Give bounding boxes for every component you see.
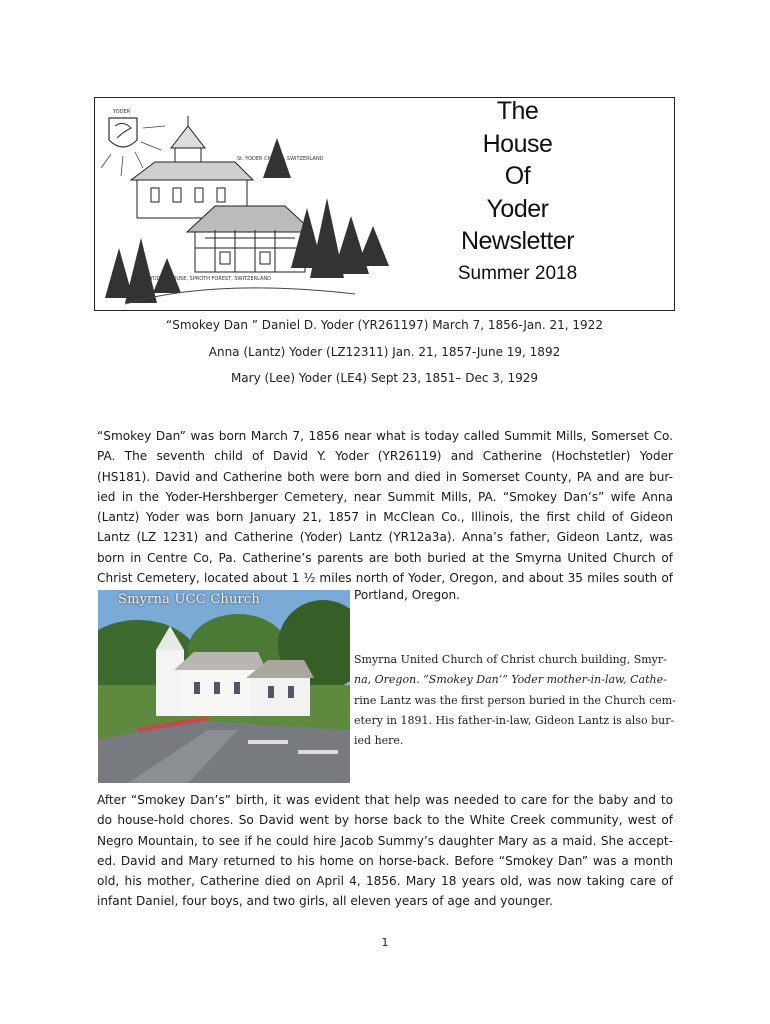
page-number: 1 [381,936,389,949]
caption-line: etery in 1891. His father-in-law, Gideon Lantz is also bur- [354,713,675,727]
body-paragraph-2 [97,790,673,912]
house-caption: The YODER HOUSE, SPROTH FOREST, SWITZERLAND [139,276,272,282]
text-line: Christ Cemetery, located about 1 ½ miles north of Yoder, Oregon, and about 35 miles south of [97,571,673,586]
photo-label: Smyrna UCC Church [118,592,260,607]
title-line: House [482,129,553,158]
name-line: Anna (Lantz) Yoder (LZ12311) Jan. 21, 1857-June 19, 1892 [208,345,561,359]
text-line: infant Daniel, four boys, and two girls, all eleven years of age and younger. [97,894,554,909]
title-line: The [496,97,539,125]
paragraph-1-tail: Portland, Oregon. [354,588,461,602]
text-line: old, his mother, Catherine died on April 4, 1856. Mary 18 years old, was now taking care of [97,874,673,889]
text-line: (Lantz) Yoder was born January 21, 1857 in McClean Co., Illinois, the first child of Gideon [97,510,673,525]
issue-date: Summer 2018 [457,262,578,284]
name-line: “Smokey Dan ” Daniel D. Yoder (YR261197) March 7, 1856-Jan. 21, 1922 [166,318,603,332]
caption-line: na, Oregon. “Smokey Dan’” Yoder mother-in-law, Cathe- [354,673,667,687]
text-line: do house-hold chores. So David went by horse back to the White Creek community, west of [97,813,673,828]
text-line: (HS181). David and Catherine both were born and died in Somerset County, PA and are bur- [97,469,673,484]
caption-line: ied here. [354,734,404,748]
name-line: Mary (Lee) Yoder (LE4) Sept 23, 1851– Dec 3, 1929 [230,371,539,385]
photo-caption [354,650,676,751]
yoder-crest-icon [109,109,137,147]
chapel-drawing [131,116,253,218]
text-line: born in Centre Co, Pa. Catherine’s parents are both buried at the Smyrna United Church of [97,550,673,565]
text-line: After “Smokey Dan’s” birth, it was evident that help was needed to care for the baby and to [97,793,673,807]
text-line: PA. The seventh child of David Y. Yoder (YR26119) and Catherine (Hochstetler) Yoder [97,449,673,464]
caption-line: Smyrna United Church of Christ church building, Smyr- [354,653,667,666]
title-line: Yoder [486,194,549,223]
smyrna-church-photo [98,590,350,783]
text-line: Negro Mountain, to see if he could hire Jacob Summy’s daughter Mary as a maid. She accept- [97,833,673,848]
text-line: ied in the Yoder-Hershberger Cemetery, near Summit Mills, PA. “Smokey Dan’s” wife Anna [97,489,673,504]
caption-line: rine Lantz was the first person buried in the Church cem- [354,693,676,707]
title-line: Of [504,162,531,190]
text-line: ed. David and Mary returned to his home on horse-back. Before “Smokey Dan” was a month [97,853,673,868]
title-line: Newsletter [460,227,575,255]
crest-label: YODER [113,109,131,115]
yoder-chapel-sketch [95,98,395,310]
text-line: Lantz (LZ 1231) and Catherine (Yoder) Lantz (YR12a3a). Anna’s father, Gideon Lantz, was [97,530,673,545]
newsletter-header [94,97,675,311]
text-line: “Smokey Dan” was born March 7, 1856 near what is today called Summit Mills, Somerset Co. [97,429,673,443]
body-paragraph-1 [97,426,673,588]
chapel-caption: St. YODER CHAPEL, SWITZERLAND [237,156,324,162]
newsletter-title [425,98,610,287]
